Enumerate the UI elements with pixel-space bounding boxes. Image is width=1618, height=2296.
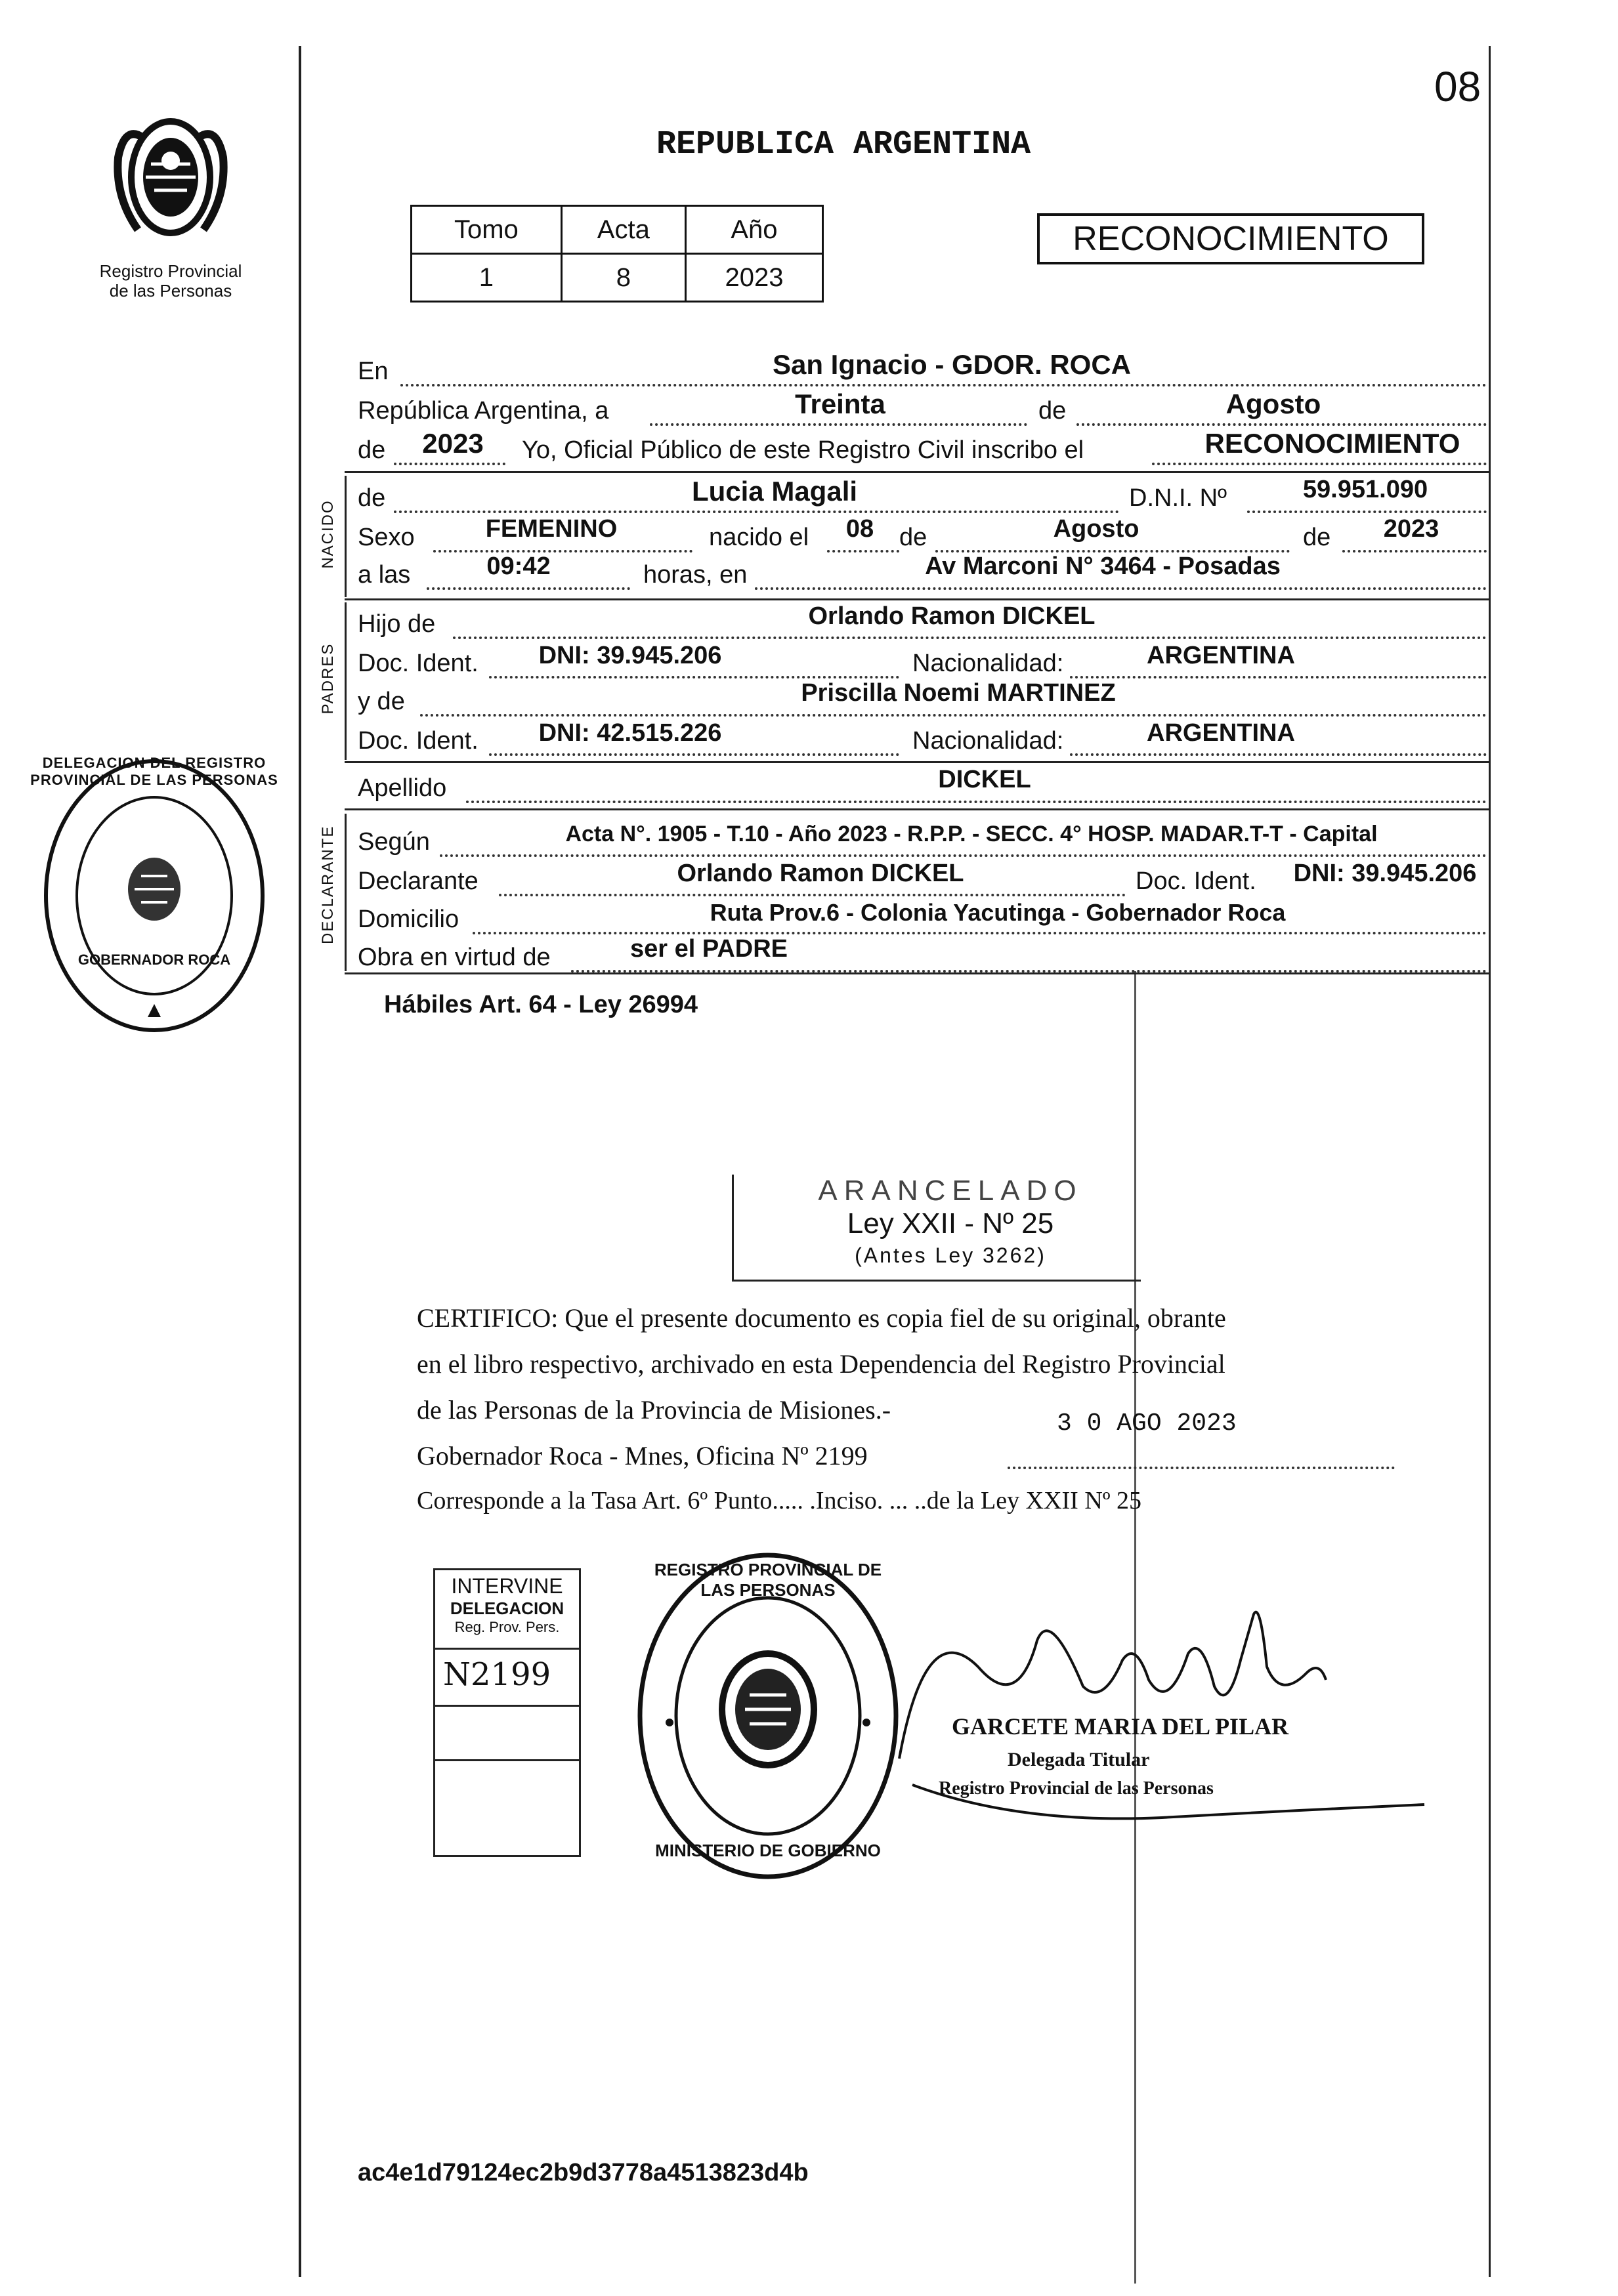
hline bbox=[345, 761, 1490, 763]
nacido-el-label: nacido el bbox=[709, 524, 809, 551]
arancelado-line2: Ley XXII - Nº 25 bbox=[847, 1207, 1054, 1240]
intervine-line2: DELEGACION bbox=[450, 1598, 564, 1618]
dots bbox=[755, 587, 1487, 590]
apellido-label: Apellido bbox=[358, 774, 447, 802]
birth-month: Agosto bbox=[1053, 515, 1139, 543]
page-number: 08 bbox=[1434, 63, 1481, 110]
record-table bbox=[410, 205, 824, 303]
registry-seal-lower-text: MINISTERIO DE GOBIERNO bbox=[655, 1841, 881, 1860]
nacido-de-label: de bbox=[358, 484, 386, 512]
nacido-de-label-2: de bbox=[899, 524, 927, 551]
month-value: Agosto bbox=[1225, 388, 1321, 419]
delegation-seal bbox=[30, 755, 278, 1043]
mother-name: Priscilla Noemi MARTINEZ bbox=[801, 679, 1116, 707]
birth-year: 2023 bbox=[1383, 515, 1439, 543]
father-doc: DNI: 39.945.206 bbox=[538, 642, 722, 669]
father-doc-label: Doc. Ident. bbox=[358, 650, 479, 677]
obra-value: ser el PADRE bbox=[629, 935, 788, 963]
day-value: Treinta bbox=[795, 388, 885, 419]
mother-doc: DNI: 42.515.226 bbox=[538, 719, 722, 747]
dots bbox=[1076, 423, 1487, 426]
segun-label: Según bbox=[358, 828, 430, 856]
cert-line-3: de las Personas de la Provincia de Misiones.- bbox=[417, 1395, 891, 1425]
logo-caption-1: Registro Provincial bbox=[99, 261, 242, 281]
year-value: 2023 bbox=[422, 428, 484, 459]
apellido-value: DICKEL bbox=[938, 766, 1031, 793]
officer-text: Yo, Oficial Público de este Registro Civil inscribo el bbox=[522, 436, 1084, 464]
domicilio-label: Domicilio bbox=[358, 906, 459, 933]
father-nac-label: Nacionalidad: bbox=[912, 650, 1064, 677]
mother-nac-label: Nacionalidad: bbox=[912, 727, 1064, 755]
child-name: Lucia Magali bbox=[691, 476, 858, 507]
intervine-line3: Reg. Prov. Pers. bbox=[454, 1619, 560, 1635]
dots bbox=[453, 637, 1487, 639]
declarante-doc: DNI: 39.945.206 bbox=[1293, 860, 1477, 887]
arancelado-line1: ARANCELADO bbox=[818, 1175, 1083, 1207]
y-de-label: y de bbox=[358, 688, 405, 715]
signatory-name: GARCETE MARIA DEL PILAR bbox=[952, 1713, 1289, 1740]
dots bbox=[489, 753, 899, 756]
habiles-note: Hábiles Art. 64 - Ley 26994 bbox=[384, 991, 698, 1018]
dots bbox=[1342, 550, 1487, 553]
province-logo bbox=[98, 98, 243, 256]
cert-line-1: CERTIFICO: Que el presente documento es copia fiel de su original, obrante bbox=[417, 1303, 1226, 1333]
vline bbox=[345, 814, 347, 971]
header-anio: Año bbox=[685, 206, 822, 254]
nacido-section-label: NACIDO bbox=[319, 499, 337, 569]
obra-label: Obra en virtud de bbox=[358, 944, 551, 971]
dots bbox=[440, 854, 1487, 857]
place-value: San Ignacio - GDOR. ROCA bbox=[772, 349, 1132, 380]
sexo-label: Sexo bbox=[358, 524, 415, 551]
sexo-value: FEMENINO bbox=[485, 515, 618, 543]
hijo-de-label: Hijo de bbox=[358, 610, 436, 638]
declarante-section-label: DECLARANTE bbox=[319, 825, 337, 944]
horas-label: horas, en bbox=[643, 561, 748, 589]
cert-line-2: en el libro respectivo, archivado en esta Dependencia del Registro Provincial bbox=[417, 1349, 1225, 1379]
birth-day: 08 bbox=[845, 515, 874, 543]
birth-time: 09:42 bbox=[486, 553, 551, 580]
father-nationality: ARGENTINA bbox=[1147, 642, 1295, 669]
padres-section-label: PADRES bbox=[319, 642, 337, 715]
hline bbox=[345, 972, 1490, 974]
value-acta: 8 bbox=[561, 254, 685, 302]
intervine-number: N2199 bbox=[443, 1656, 551, 1693]
dots bbox=[499, 894, 1126, 896]
mother-nationality: ARGENTINA bbox=[1147, 719, 1295, 747]
birth-place: Av Marconi N° 3464 - Posadas bbox=[925, 553, 1281, 580]
logo-caption-2: de las Personas bbox=[109, 281, 232, 301]
dots bbox=[473, 932, 1487, 934]
right-margin-line bbox=[1489, 46, 1491, 2277]
intervine-box bbox=[433, 1568, 581, 1857]
signatory-org: Registro Provincial de las Personas bbox=[939, 1778, 1214, 1799]
vline bbox=[345, 602, 347, 760]
dots bbox=[650, 423, 1027, 426]
delegation-seal-ring-text: DELEGACION DEL REGISTRO PROVINCIAL DE LAS PERSONAS bbox=[30, 755, 278, 788]
child-dni: 59.951.090 bbox=[1302, 476, 1428, 503]
left-margin-line bbox=[299, 46, 301, 2277]
registry-seal bbox=[630, 1545, 906, 1887]
act-value: RECONOCIMIENTO bbox=[1204, 428, 1460, 459]
delegation-seal-inner-text: GOBERNADOR ROCA bbox=[77, 951, 231, 968]
dots bbox=[400, 384, 1487, 386]
a-las-label: a las bbox=[358, 561, 411, 589]
divider bbox=[435, 1705, 579, 1707]
dots bbox=[1008, 1467, 1395, 1469]
arancelado-stamp bbox=[732, 1175, 1141, 1282]
dots bbox=[466, 801, 1487, 803]
mother-doc-label: Doc. Ident. bbox=[358, 727, 479, 755]
dots bbox=[1070, 753, 1487, 756]
hline bbox=[345, 471, 1490, 473]
dots bbox=[489, 676, 899, 678]
declarante-label: Declarante bbox=[358, 867, 479, 895]
act-type: RECONOCIMIENTO bbox=[1073, 220, 1389, 258]
cert-date: 3 0 AGO 2023 bbox=[1057, 1409, 1237, 1438]
republica-label: República Argentina, a bbox=[358, 397, 609, 425]
dots bbox=[394, 463, 505, 465]
dni-label: D.N.I. Nº bbox=[1129, 484, 1227, 512]
delegation-seal-icon bbox=[36, 755, 272, 1043]
value-anio: 2023 bbox=[685, 254, 822, 302]
divider bbox=[435, 1759, 579, 1761]
year-prefix: de bbox=[358, 436, 386, 464]
de-label: de bbox=[1038, 397, 1067, 425]
divider bbox=[435, 1648, 579, 1650]
registry-seal-ring-text: REGISTRO PROVINCIAL DE LAS PERSONAS bbox=[654, 1560, 882, 1600]
value-tomo: 1 bbox=[412, 254, 562, 302]
arancelado-line3: (Antes Ley 3262) bbox=[855, 1243, 1046, 1267]
act-type-box bbox=[1037, 213, 1424, 264]
hline bbox=[345, 808, 1490, 810]
segun-value: Acta N°. 1905 - T.10 - Año 2023 - R.P.P. - SECC. 4° HOSP. MADAR.T-T - Capital bbox=[565, 822, 1378, 846]
nacido-de-label-3: de bbox=[1303, 524, 1331, 551]
dots bbox=[1070, 676, 1487, 678]
province-shield-icon bbox=[98, 98, 243, 256]
intervine-line1: INTERVINE bbox=[451, 1574, 563, 1598]
hline bbox=[345, 598, 1490, 600]
dots bbox=[427, 587, 630, 590]
dots bbox=[1152, 463, 1487, 465]
country-title: REPUBLICA ARGENTINA bbox=[656, 126, 1031, 163]
dots bbox=[394, 511, 1119, 513]
dots bbox=[420, 714, 1487, 717]
domicilio-value: Ruta Prov.6 - Colonia Yacutinga - Gobernador Roca bbox=[710, 899, 1286, 926]
header-acta: Acta bbox=[561, 206, 685, 254]
dots bbox=[1247, 511, 1487, 513]
cert-line-5: Corresponde a la Tasa Art. 6º Punto..... .Inciso. ... ..de la Ley XXII Nº 25 bbox=[417, 1487, 1142, 1514]
declarante-doc-label: Doc. Ident. bbox=[1136, 867, 1256, 895]
cert-line-4: Gobernador Roca - Mnes, Oficina Nº 2199 bbox=[417, 1441, 868, 1471]
signatory-title: Delegada Titular bbox=[1008, 1749, 1150, 1770]
declarante-name: Orlando Ramon DICKEL bbox=[677, 860, 964, 887]
father-name: Orlando Ramon DICKEL bbox=[808, 602, 1096, 630]
document-hash: ac4e1d79124ec2b9d3778a4513823d4b bbox=[358, 2159, 809, 2186]
vline bbox=[345, 476, 347, 597]
en-label: En bbox=[358, 358, 389, 385]
header-tomo: Tomo bbox=[412, 206, 562, 254]
